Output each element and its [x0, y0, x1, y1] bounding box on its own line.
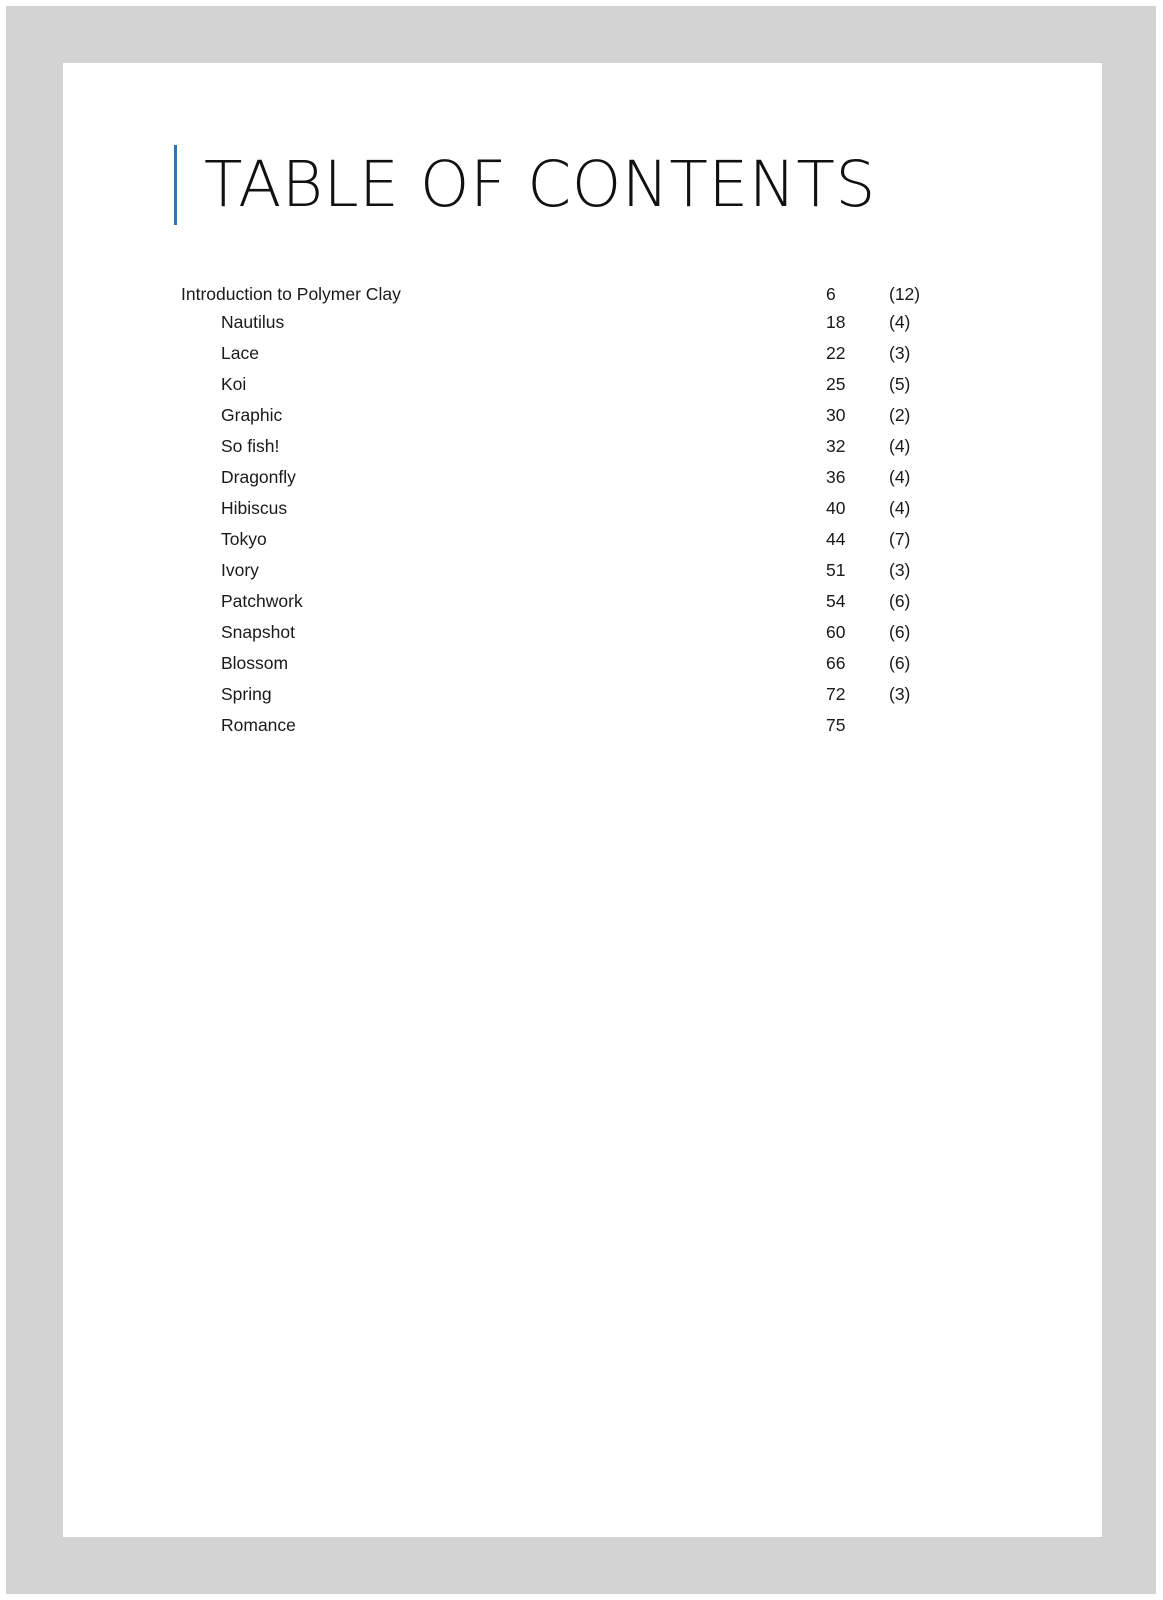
toc-entry[interactable] — [63, 371, 1102, 397]
toc-entry-title: Graphic — [221, 405, 283, 425]
toc-entry-page: 32 — [826, 436, 846, 456]
toc-entry[interactable] — [63, 340, 1102, 366]
toc-entry-page: 75 — [826, 715, 846, 735]
toc-entry[interactable] — [63, 464, 1102, 490]
heading-accent-bar — [174, 145, 177, 225]
toc-entry-page: 66 — [826, 653, 846, 673]
toc-entry[interactable] — [63, 588, 1102, 614]
toc-entry-count: (7) — [889, 529, 911, 549]
toc-entry-title: Spring — [221, 684, 272, 704]
toc-entry[interactable] — [63, 619, 1102, 645]
toc-entry[interactable] — [63, 433, 1102, 459]
toc-entry-count: (3) — [889, 343, 911, 363]
toc-entry[interactable] — [63, 526, 1102, 552]
toc-entry-count: (2) — [889, 405, 911, 425]
toc-entry[interactable] — [63, 309, 1102, 335]
toc-entry[interactable] — [63, 402, 1102, 428]
toc-entry-page: 51 — [826, 560, 846, 580]
toc-entry-count: (6) — [889, 653, 911, 673]
toc-entry-count: (6) — [889, 622, 911, 642]
toc-entry[interactable] — [63, 557, 1102, 583]
toc-entry-title: Lace — [221, 343, 259, 363]
toc-entry-count: (12) — [889, 284, 921, 304]
toc-entry-title: Romance — [221, 715, 296, 735]
toc-entry-title: Blossom — [221, 653, 289, 673]
toc-entry-page: 36 — [826, 467, 846, 487]
toc-entry[interactable] — [63, 495, 1102, 521]
toc-entry-title: Hibiscus — [221, 498, 288, 518]
toc-entry-title: Dragonfly — [221, 467, 296, 487]
toc-entry-count: (5) — [889, 374, 911, 394]
document-page — [63, 63, 1102, 1537]
toc-entry-page: 6 — [826, 284, 836, 304]
toc-entry-count: (3) — [889, 684, 911, 704]
toc-entry-count: (4) — [889, 498, 911, 518]
toc-entry-page: 72 — [826, 684, 846, 704]
toc-entry-page: 60 — [826, 622, 846, 642]
toc-entry-page: 54 — [826, 591, 846, 611]
toc-entry[interactable] — [63, 712, 1102, 738]
toc-entry-count: (3) — [889, 560, 911, 580]
toc-entry-title: Patchwork — [221, 591, 303, 611]
toc-entry-title: Tokyo — [221, 529, 267, 549]
toc-entry[interactable] — [63, 650, 1102, 676]
toc-entry[interactable] — [63, 681, 1102, 707]
toc-entry-page: 44 — [826, 529, 846, 549]
toc-entry-count: (4) — [889, 467, 911, 487]
toc-entry-title: Nautilus — [221, 312, 285, 332]
toc-entry[interactable] — [63, 281, 1102, 307]
toc-entry-title: Ivory — [221, 560, 259, 580]
toc-entry-count: (6) — [889, 591, 911, 611]
toc-entry-title: Koi — [221, 374, 247, 394]
toc-entry-page: 30 — [826, 405, 846, 425]
toc-entry-page: 22 — [826, 343, 846, 363]
toc-entry-page: 18 — [826, 312, 846, 332]
toc-entry-page: 25 — [826, 374, 846, 394]
toc-entry-page: 40 — [826, 498, 846, 518]
page-title: TABLE OF CONTENTS — [204, 148, 876, 221]
toc-entry-title: Introduction to Polymer Clay — [181, 284, 401, 304]
toc-entry-count: (4) — [889, 436, 911, 456]
toc-entry-title: So fish! — [221, 436, 280, 456]
toc-entry-title: Snapshot — [221, 622, 295, 642]
toc-entry-count: (4) — [889, 312, 911, 332]
